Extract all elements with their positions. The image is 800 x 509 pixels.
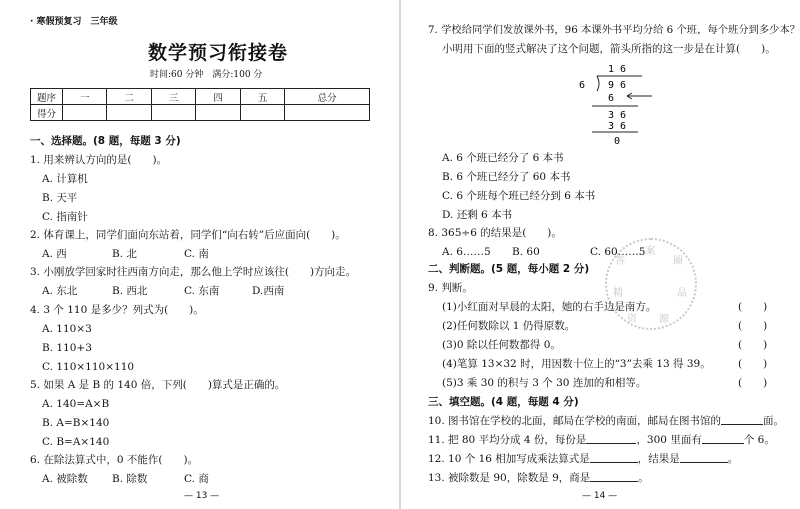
option[interactable]: A. 6 个班已经分了 6 本书 — [442, 152, 564, 164]
answer-parentheses[interactable]: ( ) — [738, 358, 768, 370]
score-header-cell: 二 — [107, 89, 151, 105]
question-12 — [428, 453, 738, 466]
question-text: 12. 10 个 16 相加写成乘法算式是 — [428, 453, 590, 465]
answer-parentheses[interactable]: ( ) — [738, 377, 768, 389]
option[interactable]: B. 北 — [112, 248, 137, 260]
score-header-cell: 题序 — [31, 89, 63, 105]
long-division — [570, 60, 660, 146]
division-quotient: 1 6 — [608, 64, 627, 75]
question-text: 面。 — [763, 415, 785, 427]
division-bracket — [597, 76, 599, 91]
option[interactable]: A. 西 — [42, 248, 67, 260]
question-7-line2: 小明用下面的竖式解决了这个问题，箭头所指的这一步是在计算( )。 — [442, 43, 776, 55]
answer-blank[interactable] — [702, 434, 744, 444]
division-dividend: 9 6 — [608, 80, 627, 91]
judge-item: (2)任何数除以 1 仍得原数。 — [442, 320, 576, 332]
option[interactable]: B. 110+3 — [42, 342, 92, 354]
option[interactable]: C. 商 — [184, 473, 209, 485]
option[interactable]: C. 60……5 — [590, 246, 646, 258]
answer-parentheses[interactable]: ( ) — [738, 339, 768, 351]
score-row-label: 得分 — [31, 105, 63, 121]
division-remainder: 0 — [614, 136, 621, 146]
option[interactable]: C. 东南 — [184, 285, 220, 297]
score-cell[interactable] — [285, 105, 370, 121]
question-2: 2. 体育课上，同学们面向东站着，同学们“向右转”后应面向( )。 — [30, 229, 346, 241]
option[interactable]: A. 110×3 — [42, 323, 92, 335]
question-text: 13. 被除数是 90，除数是 9，商是 — [428, 472, 591, 484]
question-text: ，300 里面有 — [636, 434, 702, 446]
header-tag: · 寒假预复习 三年级 — [30, 17, 118, 27]
score-header-cell: 一 — [63, 89, 107, 105]
option[interactable]: A. 140=A×B — [42, 398, 110, 410]
question-text: 个 6。 — [743, 434, 775, 446]
section-heading: 三、填空题。(4 题，每题 4 分) — [428, 396, 579, 408]
page-number: — 13 — — [184, 491, 220, 501]
question-text: 。 — [727, 453, 739, 465]
score-header-cell: 总分 — [285, 89, 370, 105]
division-step: 3 6 — [608, 110, 627, 121]
question-3: 3. 小刚放学回家时往西南方向走，那么他上学时应该往( )方向走。 — [30, 266, 357, 278]
question-4: 4. 3 个 110 是多少？列式为( )。 — [30, 304, 204, 316]
question-text: 。 — [638, 472, 649, 484]
answer-parentheses[interactable]: ( ) — [738, 320, 768, 332]
judge-item: (5)3 乘 30 的积与 3 个 30 连加的和相等。 — [442, 377, 647, 389]
option[interactable]: C. 南 — [184, 248, 209, 260]
section-heading: 二、判断题。(5 题，每小题 2 分) — [428, 263, 590, 275]
option[interactable]: B. A=B×140 — [42, 417, 110, 429]
score-header-cell: 四 — [196, 89, 240, 105]
option[interactable]: A. 6……5 — [442, 246, 491, 258]
exam-subtitle: 时间:60 分钟 满分:100 分 — [150, 70, 263, 80]
option[interactable]: B. 西北 — [112, 285, 148, 297]
question-1: 1. 用来辨认方向的是( )。 — [30, 154, 168, 166]
division-step: 6 — [608, 93, 615, 104]
option[interactable]: A. 东北 — [42, 285, 78, 297]
option[interactable]: D. 还剩 6 本书 — [442, 209, 513, 221]
watermark-seal: 答 案 圈 精 品 资 源 — [605, 238, 697, 330]
option[interactable]: A. 被除数 — [42, 473, 88, 485]
answer-blank[interactable] — [721, 415, 763, 425]
score-table — [30, 88, 370, 121]
score-cell[interactable] — [151, 105, 195, 121]
answer-blank[interactable] — [590, 472, 638, 482]
option[interactable]: C. 110×110×110 — [42, 361, 135, 373]
score-cell[interactable] — [196, 105, 240, 121]
question-9: 9. 判断。 — [428, 282, 473, 294]
score-header-cell: 三 — [151, 89, 195, 105]
score-cell[interactable] — [107, 105, 151, 121]
question-11 — [428, 434, 775, 447]
question-text: ，结果是 — [637, 453, 680, 465]
answer-blank[interactable] — [590, 453, 638, 463]
question-10 — [428, 415, 784, 428]
option[interactable]: B. 除数 — [112, 473, 148, 485]
score-cell[interactable] — [240, 105, 284, 121]
question-6: 6. 在除法算式中，0 不能作( )。 — [30, 454, 199, 466]
option[interactable]: A. 计算机 — [42, 173, 88, 185]
question-text: 10. 图书馆在学校的北面，邮局在学校的南面，邮局在图书馆的 — [428, 415, 722, 427]
option[interactable]: D.西南 — [252, 285, 285, 297]
judge-item: (4)笔算 13×32 时，用因数十位上的“3”去乘 13 得 39。 — [442, 358, 711, 370]
judge-item: (3)0 除以任何数都得 0。 — [442, 339, 561, 351]
question-13 — [428, 472, 649, 485]
question-8: 8. 365÷6 的结果是( )。 — [428, 227, 562, 239]
option[interactable]: B. 6 个班已经分了 60 本书 — [442, 171, 571, 183]
page-number: — 14 — — [582, 491, 618, 501]
option[interactable]: B. 天平 — [42, 192, 78, 204]
option[interactable]: C. B=A×140 — [42, 436, 110, 448]
answer-blank[interactable] — [586, 434, 636, 444]
answer-blank[interactable] — [680, 453, 728, 463]
option[interactable]: C. 6 个班每个班已经分到 6 本书 — [442, 190, 596, 202]
question-5: 5. 如果 A 是 B 的 140 倍，下列( )算式是正确的。 — [30, 379, 286, 391]
question-7: 7. 学校给同学们发放课外书，96 本课外书平均分给 6 个班，每个班分到多少本？ — [428, 24, 800, 36]
question-text: 11. 把 80 平均分成 4 份，每份是 — [428, 434, 587, 446]
score-cell[interactable] — [63, 105, 107, 121]
judge-item: (1)小红面对早晨的太阳，她的右手边是南方。 — [442, 301, 657, 313]
section-heading: 一、选择题。(8 题，每题 3 分) — [30, 135, 181, 147]
option[interactable]: C. 指南针 — [42, 211, 88, 223]
option[interactable]: B. 60 — [512, 246, 540, 258]
score-header-cell: 五 — [240, 89, 284, 105]
answer-parentheses[interactable]: ( ) — [738, 301, 768, 313]
division-step: 3 6 — [608, 121, 627, 132]
page-title: 数学预习衔接卷 — [148, 42, 289, 64]
division-divisor: 6 — [579, 80, 586, 91]
